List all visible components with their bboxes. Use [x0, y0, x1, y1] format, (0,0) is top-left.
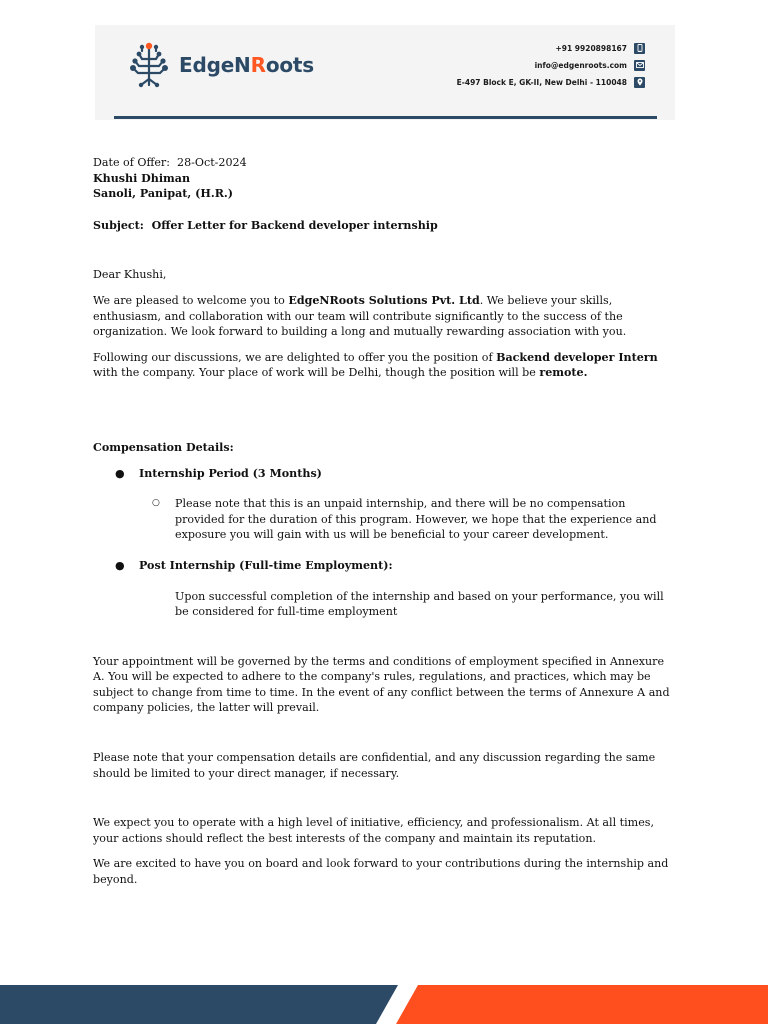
wordmark-part-2: oots [265, 53, 314, 77]
bullet-post-internship [93, 558, 678, 574]
contact-address: E-497 Block E, GK-II, New Delhi - 110048 [456, 77, 627, 87]
wordmark-part-1: EdgeN [179, 53, 251, 77]
closing-paragraph: We are excited to have you on board and look forward to your contributions during the internship and beyond. [93, 857, 669, 887]
company-logo [123, 39, 314, 91]
subject-label: Subject: [93, 218, 144, 232]
compensation-heading: Compensation Details: [93, 440, 234, 454]
position-text-middle: with the company. Your place of work will be Delhi, though the position will be [93, 366, 540, 380]
subject-text: Offer Letter for Backend developer internship [151, 218, 438, 232]
welcome-text-start: We are pleased to welcome you to [93, 293, 289, 307]
salutation: Dear Khushi, [93, 268, 167, 282]
offer-date-value: 28-Oct-2024 [177, 156, 247, 169]
contact-block [457, 42, 645, 93]
subject-line [93, 218, 678, 234]
work-mode: remote. [539, 366, 588, 380]
bullet-marker-icon: ● [115, 466, 125, 480]
position-title: Backend developer Intern [496, 350, 658, 364]
annexure-paragraph: Your appointment will be governed by the terms and conditions of employment specified in Annexure A. You will be expected to adhere to the company's rules, regulations, and practices, which may be subject to change from time to time. In the event of any conflict between the terms of Annexure A and company policies, the latter will prevail. [93, 654, 670, 715]
expectations-paragraph: We expect you to operate with a high level of initiative, efficiency, and professionalism. At all times, your actions should reflect the best interests of the company and maintain its reputation. [93, 816, 654, 845]
contact-email: info@edgenroots.com [534, 60, 627, 70]
bullet-internship-period [93, 466, 678, 482]
internship-period-title: Internship Period (3 Months) [139, 466, 322, 480]
post-internship-title: Post Internship (Full-time Employment): [139, 558, 393, 572]
letter-body [93, 155, 678, 888]
tree-circuit-logo-icon [123, 39, 175, 91]
contact-address-row [457, 76, 645, 88]
company-name: EdgeNRoots Solutions Pvt. Ltd [288, 293, 480, 307]
full-time-note: Upon successful completion of the internship and based on your performance, you will be considered for full-time employment [175, 589, 664, 619]
location-pin-icon [634, 77, 645, 88]
letterhead [95, 25, 675, 120]
wordmark-accent-letter: R [250, 53, 266, 77]
contact-email-row [457, 59, 645, 71]
recipient-name: Khushi Dhiman [93, 171, 191, 185]
sub-bullet-marker-icon: ○ [152, 498, 160, 509]
header-rule [114, 116, 657, 119]
company-wordmark [179, 53, 314, 77]
offer-date-label: Date of Offer: [93, 156, 170, 169]
recipient-address: Sanoli, Panipat, (H.R.) [93, 187, 234, 201]
bullet-marker-icon: ● [115, 558, 125, 572]
position-paragraph [93, 350, 678, 381]
mail-icon [634, 60, 645, 71]
unpaid-internship-note: Please note that this is an unpaid internship, and there will be no compensation provided for the duration of this program. However, we hope that the experience and exposure you will gain with us will be beneficial to your career development. [175, 497, 657, 542]
position-text-start: Following our discussions, we are delighted to offer you the position of [93, 350, 497, 364]
confidentiality-paragraph: Please note that your compensation details are confidential, and any discussion regarding the same should be limited to your direct manager, if necessary. [93, 751, 656, 780]
sub-bullet-unpaid [93, 496, 678, 543]
phone-icon [634, 43, 645, 54]
welcome-text-end: . We believe your skills, enthusiasm, and collaboration with our team will contribute significantly to the success of the organization. We look forward to building a long and mutually rewarding association with you. [93, 293, 627, 339]
contact-phone: +91 9920898167 [555, 43, 627, 53]
contact-phone-row [457, 42, 645, 54]
offer-date-line [93, 155, 678, 171]
welcome-paragraph [93, 293, 678, 340]
